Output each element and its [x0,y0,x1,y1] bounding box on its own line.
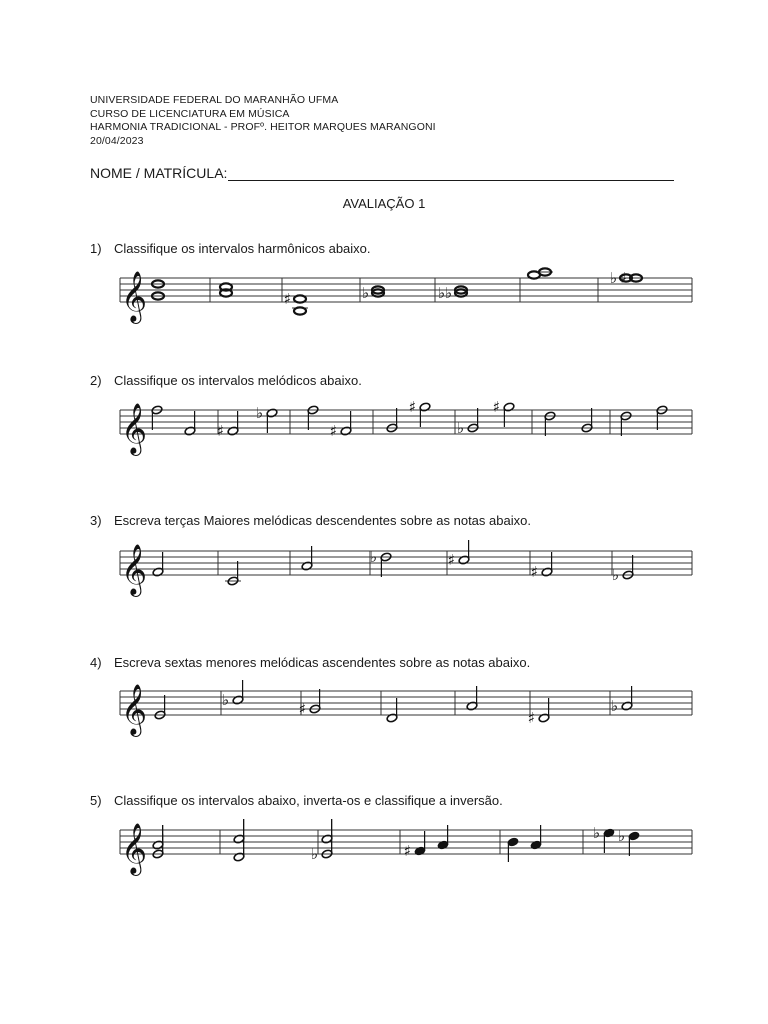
sharp-icon: ♯ [216,422,224,440]
question-text: Classifique os intervalos abaixo, inverta-os e classifique a inversão. [114,793,503,808]
flat-icon: ♭ [255,404,263,422]
treble-clef-icon: 𝄞 [121,823,148,874]
sharp-icon: ♯ [403,842,411,860]
exam-title: AVALIAÇÃO 1 [342,196,426,211]
flat-icon: ♭ [609,269,617,287]
whole-note [220,283,232,290]
staff-question-2 [0,390,768,460]
question-number: 2) [90,373,102,388]
sharp-icon: ♯ [298,700,306,718]
sharp-icon: ♯ [329,422,337,440]
question-2 [90,373,362,388]
sharp-icon: ♯ [530,563,538,581]
flat-icon: ♭ [610,697,618,715]
flat-icon: ♭♭ [437,284,452,302]
staff-question-1 [0,258,768,328]
sharp-icon: ♯ [527,709,535,727]
course-name: CURSO DE LICENCIATURA EM MÚSICA [90,107,290,120]
staff-question-5 [0,810,768,880]
flat-icon: ♭ [456,419,464,437]
question-3 [90,513,531,528]
question-4 [90,655,530,670]
flat-icon: ♭ [221,691,229,709]
treble-clef-icon: 𝄞 [121,271,148,322]
sharp-icon: ♯ [619,269,627,287]
treble-clef-icon: 𝄞 [121,684,148,735]
university-name: UNIVERSIDADE FEDERAL DO MARANHÃO UFMA [90,94,339,106]
treble-clef-icon: 𝄞 [121,544,148,595]
question-text: Classifique os intervalos harmônicos abaixo. [114,241,371,256]
question-text: Classifique os intervalos melódicos abaixo. [114,373,362,388]
question-5 [90,793,503,808]
sharp-icon: ♯ [447,551,455,569]
treble-clef-icon: 𝄞 [121,403,148,454]
whole-note [294,307,306,314]
staff-question-4 [0,671,768,741]
sharp-icon: ♯ [283,290,291,308]
name-label: NOME / MATRÍCULA: [90,165,228,181]
flat-icon: ♭ [310,845,318,863]
whole-note [294,295,306,302]
staff-question-3 [0,531,768,601]
question-number: 1) [90,241,102,256]
question-1 [90,241,371,256]
sharp-icon: ♯ [408,398,416,416]
question-text: Escreva sextas menores melódicas ascendentes sobre as notas abaixo. [114,655,531,670]
exam-date: 20/04/2023 [90,134,144,147]
flat-icon: ♭ [592,824,600,842]
question-number: 5) [90,793,102,808]
question-text: Escreva terças Maiores melódicas descendentes sobre as notas abaixo. [114,513,531,528]
document-header [90,94,436,148]
name-blank-line[interactable] [228,166,674,181]
flat-icon: ♭ [617,827,625,845]
subject-name: HARMONIA TRADICIONAL - PROFº. HEITOR MARQUES MARANGONI [90,121,436,133]
flat-icon: ♭ [369,548,377,566]
sharp-icon: ♯ [492,398,500,416]
flat-icon: ♭ [361,284,369,302]
question-number: 4) [90,655,102,670]
question-number: 3) [90,513,102,528]
name-field[interactable] [90,165,674,181]
flat-icon: ♭ [611,566,619,584]
